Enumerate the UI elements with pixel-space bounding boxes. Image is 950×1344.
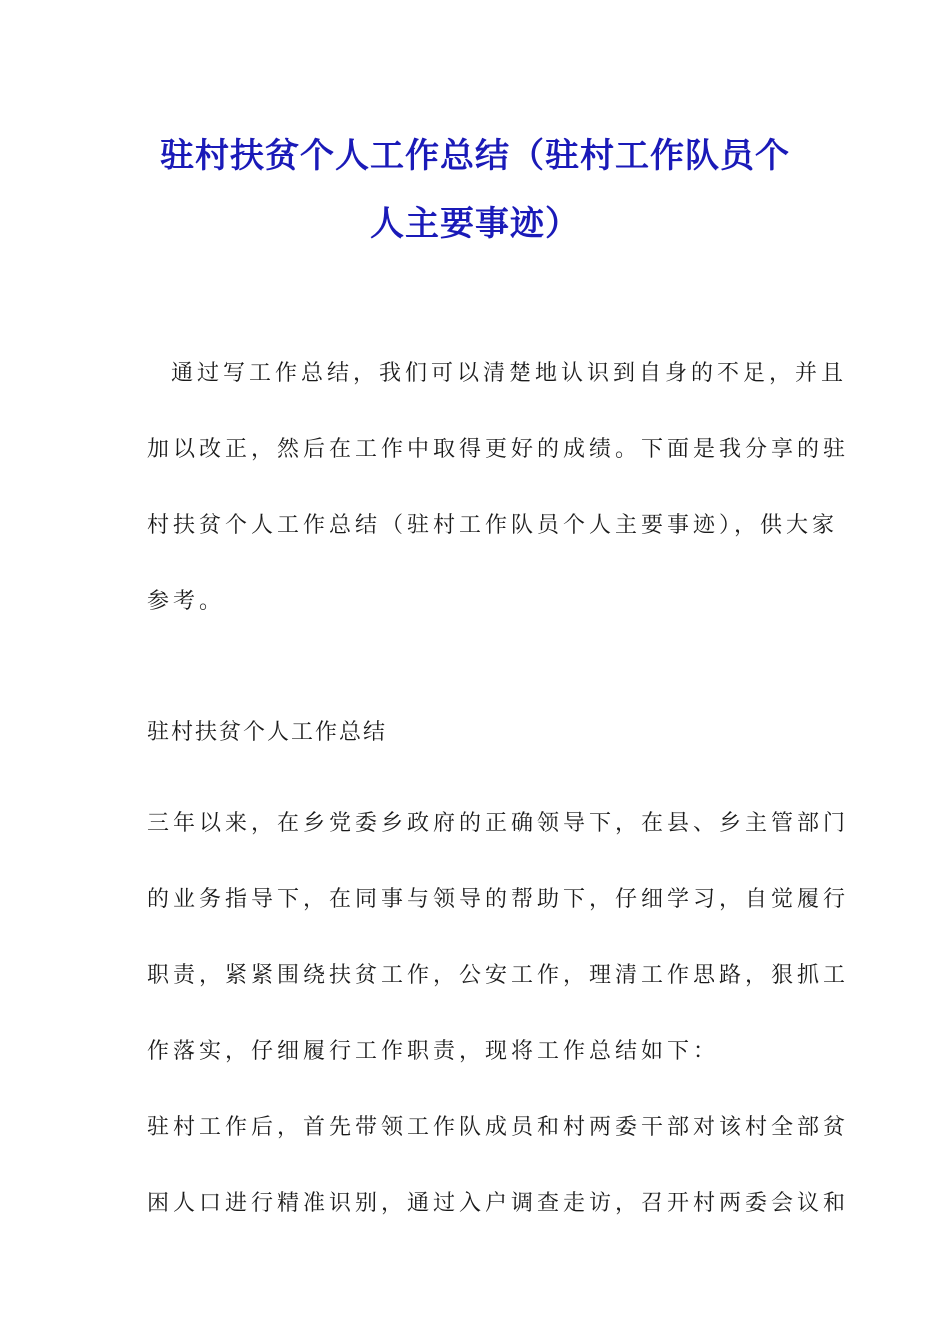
document-title	[145, 122, 805, 258]
paragraph-line: 职责，紧紧围绕扶贫工作，公安工作，理清工作思路，狠抓工	[147, 963, 850, 988]
body-paragraph-2	[147, 1090, 850, 1242]
intro-paragraph	[147, 336, 850, 640]
intro-line: 加以改正，然后在工作中取得更好的成绩。下面是我分享的驻	[147, 437, 850, 462]
section-heading: 驻村扶贫个人工作总结	[147, 720, 388, 745]
paragraph-line: 驻村工作后，首先带领工作队成员和村两委干部对该村全部贫	[147, 1115, 850, 1140]
intro-line: 参考。	[147, 589, 226, 614]
paragraph-line: 的业务指导下，在同事与领导的帮助下，仔细学习，自觉履行	[147, 887, 850, 912]
paragraph-line: 困人口进行精准识别，通过入户调查走访，召开村两委会议和	[147, 1191, 850, 1216]
body-paragraph-1	[147, 786, 850, 1090]
title-line-2: 人主要事迹）	[370, 204, 580, 244]
paragraph-line: 三年以来，在乡党委乡政府的正确领导下，在县、乡主管部门	[147, 811, 850, 836]
intro-line: 通过写工作总结，我们可以清楚地认识到自身的不足，并且	[171, 361, 848, 386]
paragraph-line: 作落实，仔细履行工作职责，现将工作总结如下：	[147, 1039, 720, 1064]
title-line-1: 驻村扶贫个人工作总结（驻村工作队员个	[160, 136, 790, 176]
intro-line: 村扶贫个人工作总结（驻村工作队员个人主要事迹），供大家	[147, 513, 839, 538]
